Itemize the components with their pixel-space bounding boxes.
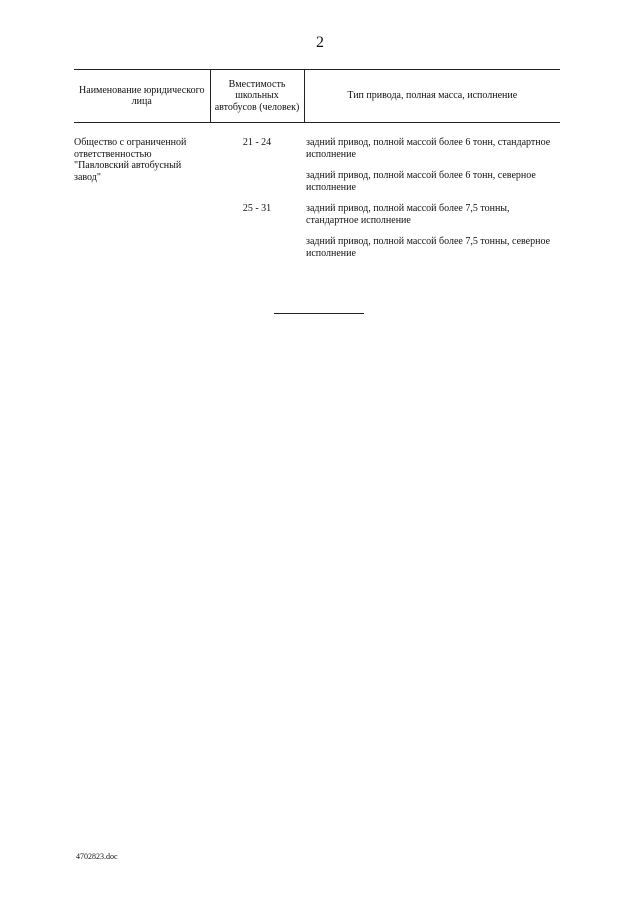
organization-name-line: завод"	[74, 171, 101, 183]
description-cell	[304, 137, 560, 203]
section-divider	[274, 313, 364, 314]
organization-name-cell	[74, 137, 210, 259]
page-number: 2	[316, 34, 324, 51]
header-drive-type: Тип привода, полная масса, исполнение	[304, 70, 560, 123]
organization-name-line: Общество с ограниченной	[74, 137, 187, 148]
drive-type-description: задний привод, полной массой более 6 тонн, стандартное исполнение	[306, 137, 551, 160]
bus-manufacturer-table	[74, 69, 560, 259]
capacity-cell: 21 - 24	[242, 137, 272, 148]
table-header-row	[74, 70, 560, 123]
drive-type-description: задний привод, полной массой более 7,5 тонны, стандартное исполнение	[306, 203, 510, 226]
organization-name-line: ответственностью	[74, 148, 152, 160]
organization-name-line: "Павловский автобусный	[74, 160, 182, 171]
drive-type-description: задний привод, полной массой более 7,5 тонны, северное исполнение	[306, 236, 551, 259]
header-bus-capacity: Вместимость школьных автобусов (человек)	[210, 70, 304, 123]
footer-file-name: 4702823.doc	[76, 852, 118, 861]
description-cell	[304, 203, 560, 259]
drive-type-description: задний привод, полной массой более 6 тонн, северное исполнение	[306, 170, 536, 193]
header-organization-name: Наименование юридического лица	[74, 70, 210, 123]
capacity-cell: 25 - 31	[242, 203, 272, 214]
table-row	[74, 137, 560, 203]
